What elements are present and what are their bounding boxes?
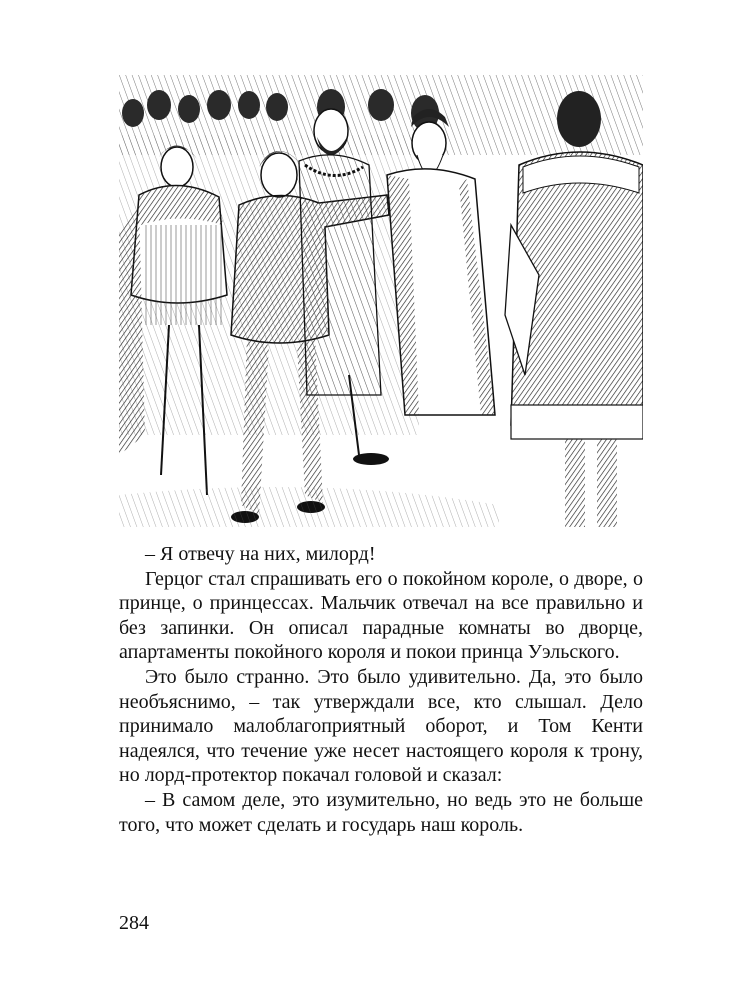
engraving-illustration [119, 75, 643, 527]
paragraph: Герцог стал спрашивать его о покойном короле, о дворе, о принце, о принцессах. Мальчик отвечал на все правильно и без запинки. Он описал парадные комнаты во дворце, апартаменты покойного короля и покои принца Уэльского. [119, 567, 643, 664]
paragraph: Это было странно. Это было удивительно. Да, это было необъяснимо, – так утверждали все, кто слышал. Дело принимало малоблагоприятный оборот, и Том Кенти надеялся, что течение уже несет настоящего короля к трону, но лорд-протектор покачал головой и сказал: [119, 665, 643, 787]
paragraph: – В самом деле, это изумительно, но ведь это не больше того, что может сделать и государь наш король. [119, 788, 643, 836]
paragraph: – Я отвечу на них, милорд! [145, 543, 376, 565]
body-text [119, 542, 643, 837]
page-number: 284 [119, 912, 149, 934]
